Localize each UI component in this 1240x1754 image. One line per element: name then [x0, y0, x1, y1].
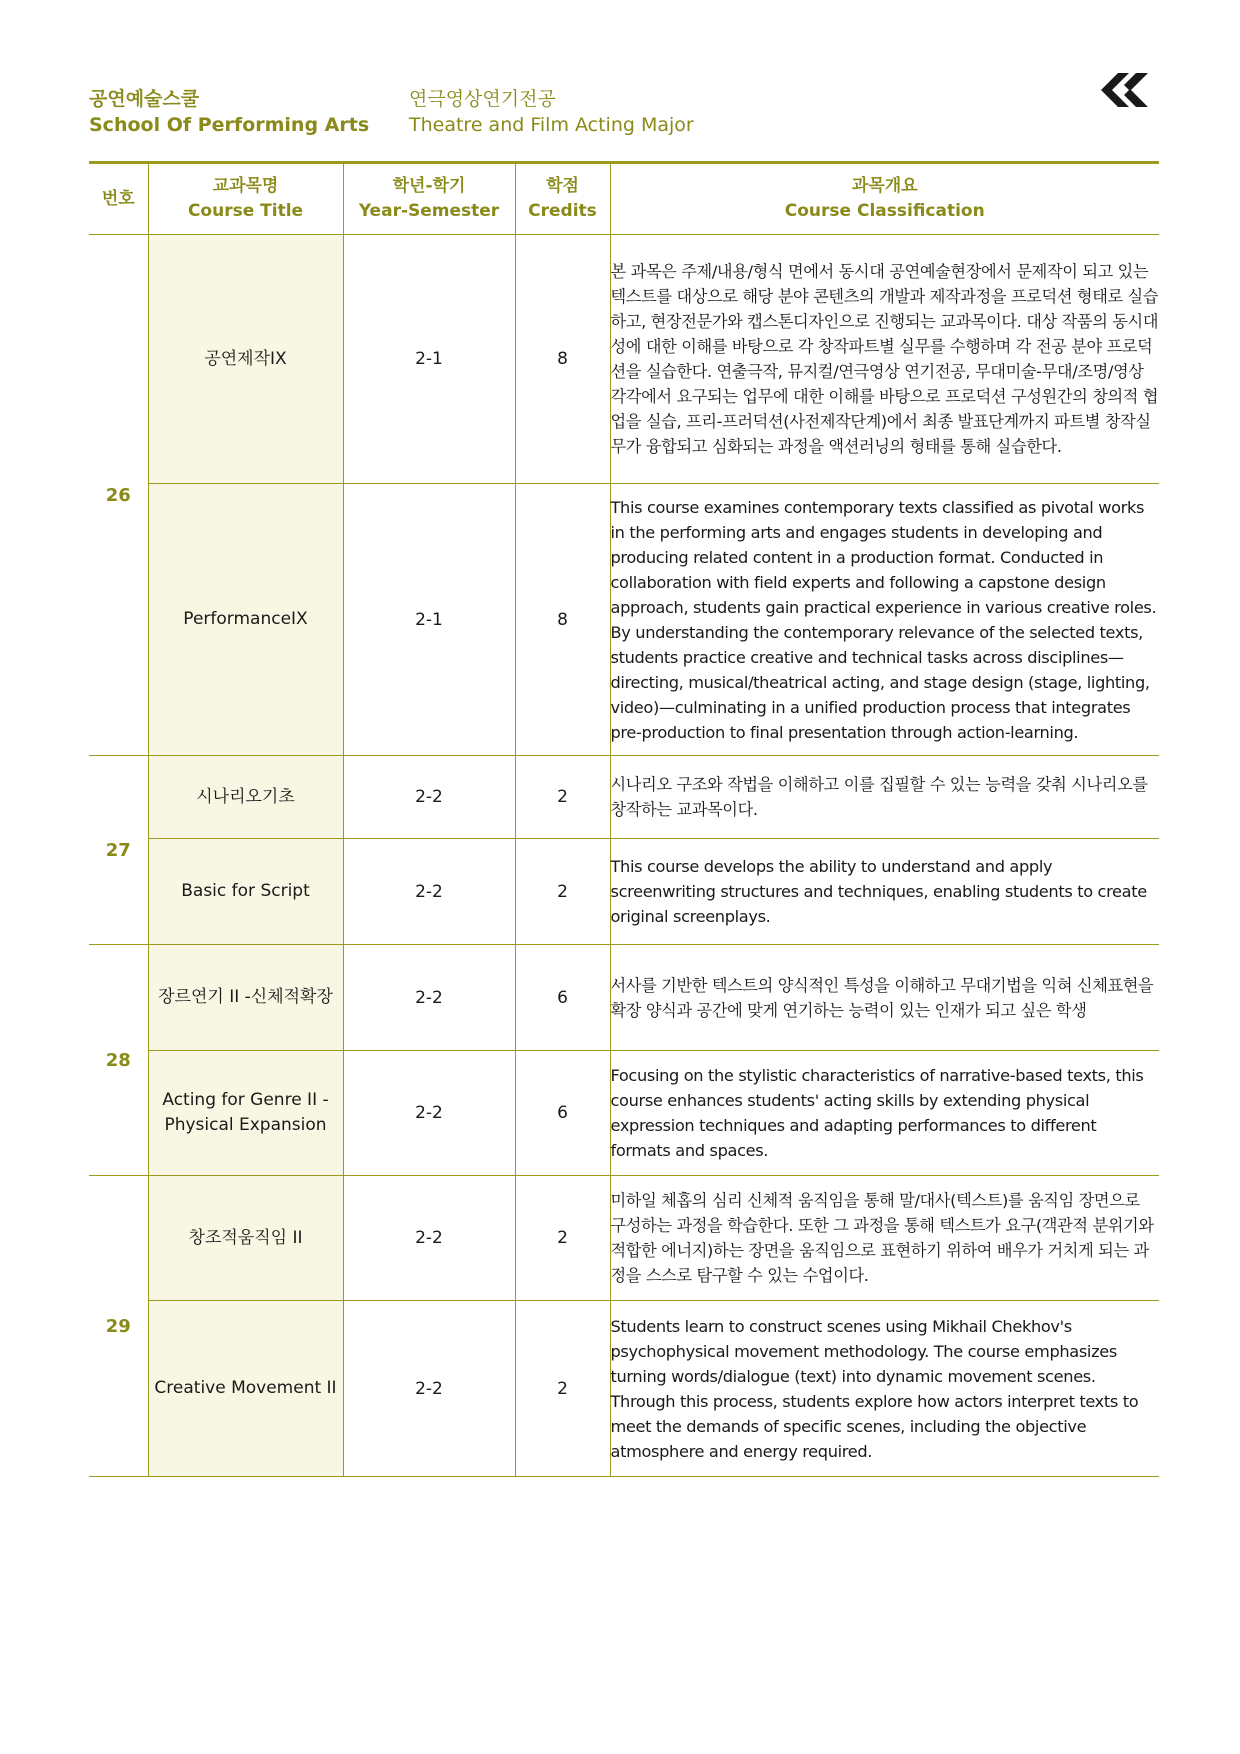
table-row: [89, 235, 1159, 484]
credits: 2: [515, 756, 610, 839]
course-number: 29: [89, 1176, 148, 1477]
course-title-ko: 장르연기 II -신체적확장: [148, 945, 343, 1051]
header-year-semester: 학년-학기 Year-Semester: [343, 163, 515, 235]
year-semester: 2-1: [343, 235, 515, 484]
major-name: [409, 86, 694, 138]
table-row: [89, 945, 1159, 1051]
table-row: [89, 1051, 1159, 1176]
credits: 6: [515, 1051, 610, 1176]
course-title-en: Basic for Script: [148, 839, 343, 945]
course-title-en: Creative Movement II: [148, 1301, 343, 1477]
course-number: 28: [89, 945, 148, 1176]
header-course-classification: 과목개요 Course Classification: [610, 163, 1159, 235]
credits: 2: [515, 1176, 610, 1301]
header-course-title: 교과목명 Course Title: [148, 163, 343, 235]
course-description-ko: 시나리오 구조와 작법을 이해하고 이를 집필할 수 있는 능력을 갖춰 시나리오를 창작하는 교과목이다.: [610, 756, 1159, 839]
table-row: [89, 1301, 1159, 1477]
year-semester: 2-2: [343, 945, 515, 1051]
major-name-en: Theatre and Film Acting Major: [409, 114, 694, 136]
credits: 8: [515, 484, 610, 756]
school-name-en: School Of Performing Arts: [89, 114, 370, 136]
school-name: [89, 86, 369, 138]
table-header-row: [89, 163, 1159, 235]
course-title-en: Acting for Genre II - Physical Expansion: [148, 1051, 343, 1176]
credits: 8: [515, 235, 610, 484]
header-credits: 학점 Credits: [515, 163, 610, 235]
credits: 6: [515, 945, 610, 1051]
year-semester: 2-1: [343, 484, 515, 756]
course-title-ko: 창조적움직임 II: [148, 1176, 343, 1301]
credits: 2: [515, 1301, 610, 1477]
table-row: [89, 1176, 1159, 1301]
course-description-en: This course develops the ability to understand and apply screenwriting structures and techniques, enabling students to create original screenplays.: [610, 839, 1159, 945]
major-name-ko: 연극영상연기전공: [409, 88, 556, 110]
course-table: [89, 161, 1159, 1477]
course-number: 27: [89, 756, 148, 945]
header-number: 번호: [89, 163, 148, 235]
course-description-ko: 본 과목은 주제/내용/형식 면에서 동시대 공연예술현장에서 문제작이 되고 있는 텍스트를 대상으로 해당 분야 콘텐츠의 개발과 제작과정을 프로덕션 형태로 실습하고, 현장전문가와 캡스톤디자인으로 진행되는 교과목이다. 대상 작품의 동시대성에 대한 이해를 바탕으로 각 창작파트별 실무를 수행하며 각 전공 분야 프로덕션을 실습한다. 연출극작, 뮤지컬/연극영상 연기전공, 무대미술-무대/조명/영상 각각에서 요구되는 업무에 대한 이해를 바탕으로 프로덕션 구성원간의 창의적 협업을 실습, 프리-프러덕션(사전제작단계)에서 최종 발표단계까지 파트별 창작실무가 융합되고 심화되는 과정을 액션러닝의 형태를 통해 실습한다.: [610, 235, 1159, 484]
course-title-en: PerformanceIX: [148, 484, 343, 756]
course-description-ko: 미하일 체홉의 심리 신체적 움직임을 통해 말/대사(텍스트)를 움직임 장면으로 구성하는 과정을 학습한다. 또한 그 과정을 통해 텍스트가 요구(객관적 분위기와 적합한 에너지)하는 장면을 움직임으로 표현하기 위하여 배우가 거치게 되는 과정을 스스로 탐구할 수 있는 수업이다.: [610, 1176, 1159, 1301]
year-semester: 2-2: [343, 1051, 515, 1176]
course-title-ko: 시나리오기초: [148, 756, 343, 839]
table-row: [89, 756, 1159, 839]
year-semester: 2-2: [343, 1301, 515, 1477]
year-semester: 2-2: [343, 1176, 515, 1301]
table-row: [89, 484, 1159, 756]
credits: 2: [515, 839, 610, 945]
course-number: 26: [89, 235, 148, 756]
course-description-ko: 서사를 기반한 텍스트의 양식적인 특성을 이해하고 무대기법을 익혀 신체표현을 확장 양식과 공간에 맞게 연기하는 능력이 있는 인재가 되고 싶은 학생: [610, 945, 1159, 1051]
course-description-en: Focusing on the stylistic characteristics of narrative-based texts, this course enhances students' acting skills by extending physical expression techniques and adapting performances to different formats and spaces.: [610, 1051, 1159, 1176]
school-name-ko: 공연예술스쿨: [89, 88, 200, 110]
year-semester: 2-2: [343, 756, 515, 839]
course-description-en: This course examines contemporary texts classified as pivotal works in the performing arts and engages students in developing and producing related content in a production format. Conducted in collaboration with field experts and following a capstone design approach, students gain practical experience in various creative roles. By understanding the contemporary relevance of the selected texts, students practice creative and technical tasks across disciplines—directing, musical/theatrical acting, and stage design (stage, lighting, video)—culminating in a unified production process that integrates pre-production to final presentation through action-learning.: [610, 484, 1159, 756]
course-title-ko: 공연제작IX: [148, 235, 343, 484]
year-semester: 2-2: [343, 839, 515, 945]
ck-logo-icon: [1098, 70, 1158, 110]
course-description-en: Students learn to construct scenes using Mikhail Chekhov's psychophysical movement methodology. The course emphasizes turning words/dialogue (text) into dynamic movement scenes. Through this process, students explore how actors interpret texts to meet the demands of specific scenes, including the objective atmosphere and energy required.: [610, 1301, 1159, 1477]
table-row: [89, 839, 1159, 945]
